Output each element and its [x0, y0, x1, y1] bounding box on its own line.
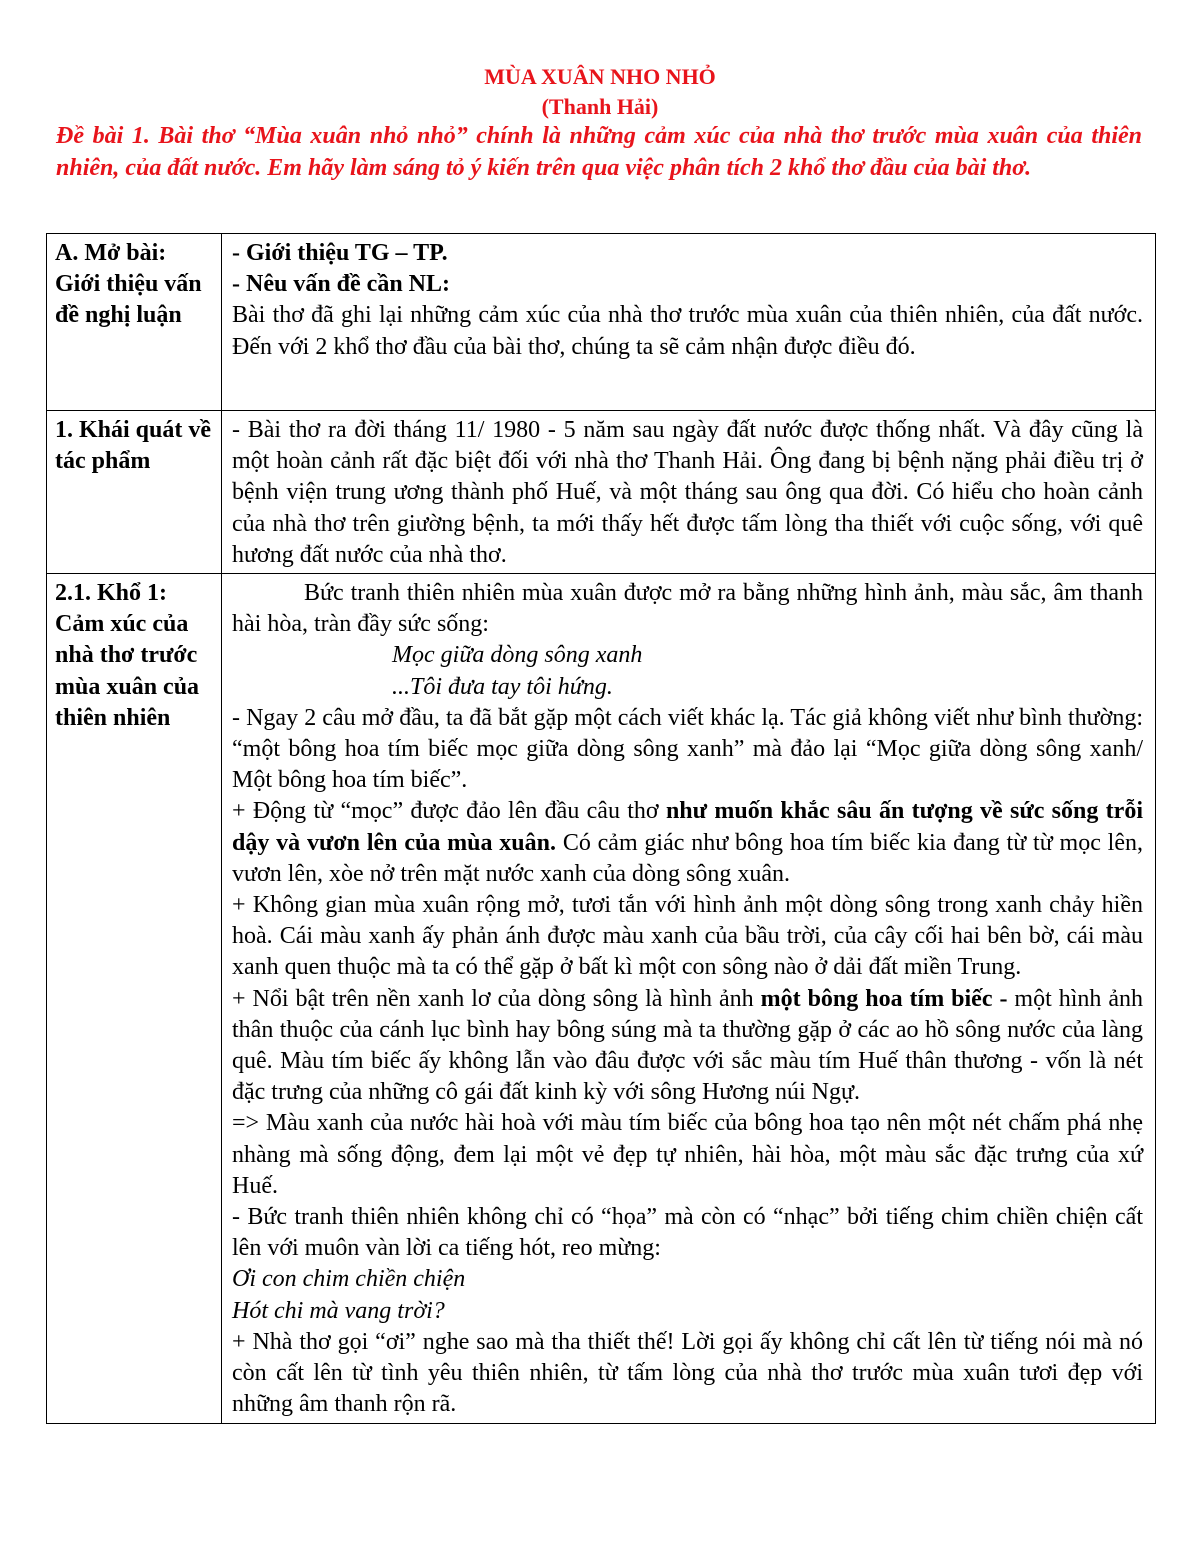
- row-content: [222, 234, 1156, 411]
- content-paragraph: + Nhà thơ gọi “ơi” nghe sao mà tha thiết thế! Lời gọi ấy không chỉ cất lên từ tiếng nói mà nó còn cất lên từ tình yêu thiên nhiên, từ tấm lòng của nhà thơ trước mùa xuân tươi đẹp với những âm thanh rộn rã.: [232, 1328, 1143, 1418]
- content-paragraph: [232, 984, 1143, 1109]
- text-run: một hình ảnh thân thuộc của cánh lục bình hay bông súng mà ta thường gặp ở các ao hồ sông nước của làng quê. Màu tím biếc ấy không lẫn vào đâu được với sắc màu tím Huế thân thương - vốn là nét đặc trưng của những cô gái đất kinh kỳ với sông Hương núi Ngự.: [232, 985, 1143, 1106]
- content-paragraph: => Màu xanh của nước hài hoà với màu tím biếc của bông hoa tạo nên một nét chấm phá nhẹ nhàng mà sống động, đem lại một vẻ đẹp tự nhiên, hài hòa, một màu sắc đặc trưng của xứ Huế.: [232, 1110, 1143, 1199]
- text-run: Có cảm giác như bông hoa tím biếc kia đang từ từ mọc lên, vươn lên, xòe nở trên mặt nước xanh của dòng sông xuân.: [232, 829, 1143, 887]
- poem-line: Mọc giữa dòng sông xanh: [392, 642, 643, 669]
- table-row: [47, 234, 1156, 411]
- content-paragraph: + Không gian mùa xuân rộng mở, tươi tắn với hình ảnh một dòng sông trong xanh chảy hiền hoà. Cái màu xanh ấy phản ánh được màu xanh của bầu trời, của cây cối hai bên bờ, cái màu xanh quen thuộc mà ta có thể gặp ở bất kì một con sông nào ở dải đất miền Trung.: [232, 892, 1143, 981]
- document-title: MÙA XUÂN NHO NHỎ: [484, 64, 716, 89]
- poem-line: ...Tôi đưa tay tôi hứng.: [392, 673, 613, 700]
- document-author: (Thanh Hải): [541, 94, 659, 119]
- content-paragraph: Bức tranh thiên nhiên mùa xuân được mở ra bằng những hình ảnh, màu sắc, âm thanh hài hòa, tràn đầy sức sống:: [232, 580, 1143, 638]
- row-label: A. Mở bài: Giới thiệu vấn đề nghị luận: [47, 234, 222, 411]
- content-paragraph: [232, 796, 1143, 890]
- row-label: 1. Khái quát về tác phẩm: [47, 411, 222, 574]
- text-run-bold: như muốn khắc sâu ấn tượng về sức sống trỗi dậy và vươn lên của mùa xuân.: [232, 798, 1143, 856]
- outline-table: [46, 233, 1156, 1424]
- row-content: [222, 411, 1156, 574]
- poem-line: Ơi con chim chiền chiện: [232, 1266, 466, 1293]
- table-row: [47, 411, 1156, 574]
- text-run: + Nổi bật trên nền xanh lơ của dòng sông là hình ảnh: [232, 985, 761, 1012]
- text-run-bold: một bông hoa tím biếc -: [760, 985, 1008, 1012]
- poem-line: Hót chi mà vang trời?: [232, 1297, 445, 1324]
- essay-prompt: Đề bài 1. Bài thơ “Mùa xuân nhỏ nhỏ” chính là những cảm xúc của nhà thơ trước mùa xuân của thiên nhiên, của đất nước. Em hãy làm sáng tỏ ý kiến trên qua việc phân tích 2 khổ thơ đầu của bài thơ.: [56, 123, 1142, 181]
- content-paragraph: - Bức tranh thiên nhiên không chỉ có “họa” mà còn có “nhạc” bởi tiếng chim chiền chiện cất lên với muôn vàn lời ca tiếng hót, reo mừng:: [232, 1204, 1143, 1262]
- content-paragraph: - Bài thơ ra đời tháng 11/ 1980 - 5 năm sau ngày đất nước được thống nhất. Và đây cũng là một hoàn cảnh rất đặc biệt đối với nhà thơ Thanh Hải. Ông đang bị bệnh nặng phải điều trị ở bệnh viện trung ương thành phố Huế, và một tháng sau ông qua đời. Có hiểu cho hoàn cảnh của nhà thơ trên giường bệnh, ta mới thấy hết được tấm lòng tha thiết với cuộc sống, với quê hương đất nước của nhà thơ.: [232, 417, 1143, 568]
- row-label: 2.1. Khổ 1: Cảm xúc của nhà thơ trước mùa xuân của thiên nhiên: [47, 574, 222, 1423]
- text-run: + Động từ “mọc” được đảo lên đầu câu thơ: [232, 798, 666, 825]
- row-content: [222, 574, 1156, 1423]
- content-paragraph: Bài thơ đã ghi lại những cảm xúc của nhà thơ trước mùa xuân của thiên nhiên, của đất nước. Đến với 2 khổ thơ đầu của bài thơ, chúng ta sẽ cảm nhận được điều đó.: [232, 302, 1143, 360]
- content-line: - Giới thiệu TG – TP.: [232, 240, 448, 266]
- table-row: [47, 574, 1156, 1423]
- content-paragraph: - Ngay 2 câu mở đầu, ta đã bắt gặp một cách viết khác lạ. Tác giả không viết như bình thường: “một bông hoa tím biếc mọc giữa dòng sông xanh” mà đảo lại “Mọc giữa dòng sông xanh/ Một bông hoa tím biếc”.: [232, 704, 1143, 794]
- content-line: - Nêu vấn đề cần NL:: [232, 271, 451, 298]
